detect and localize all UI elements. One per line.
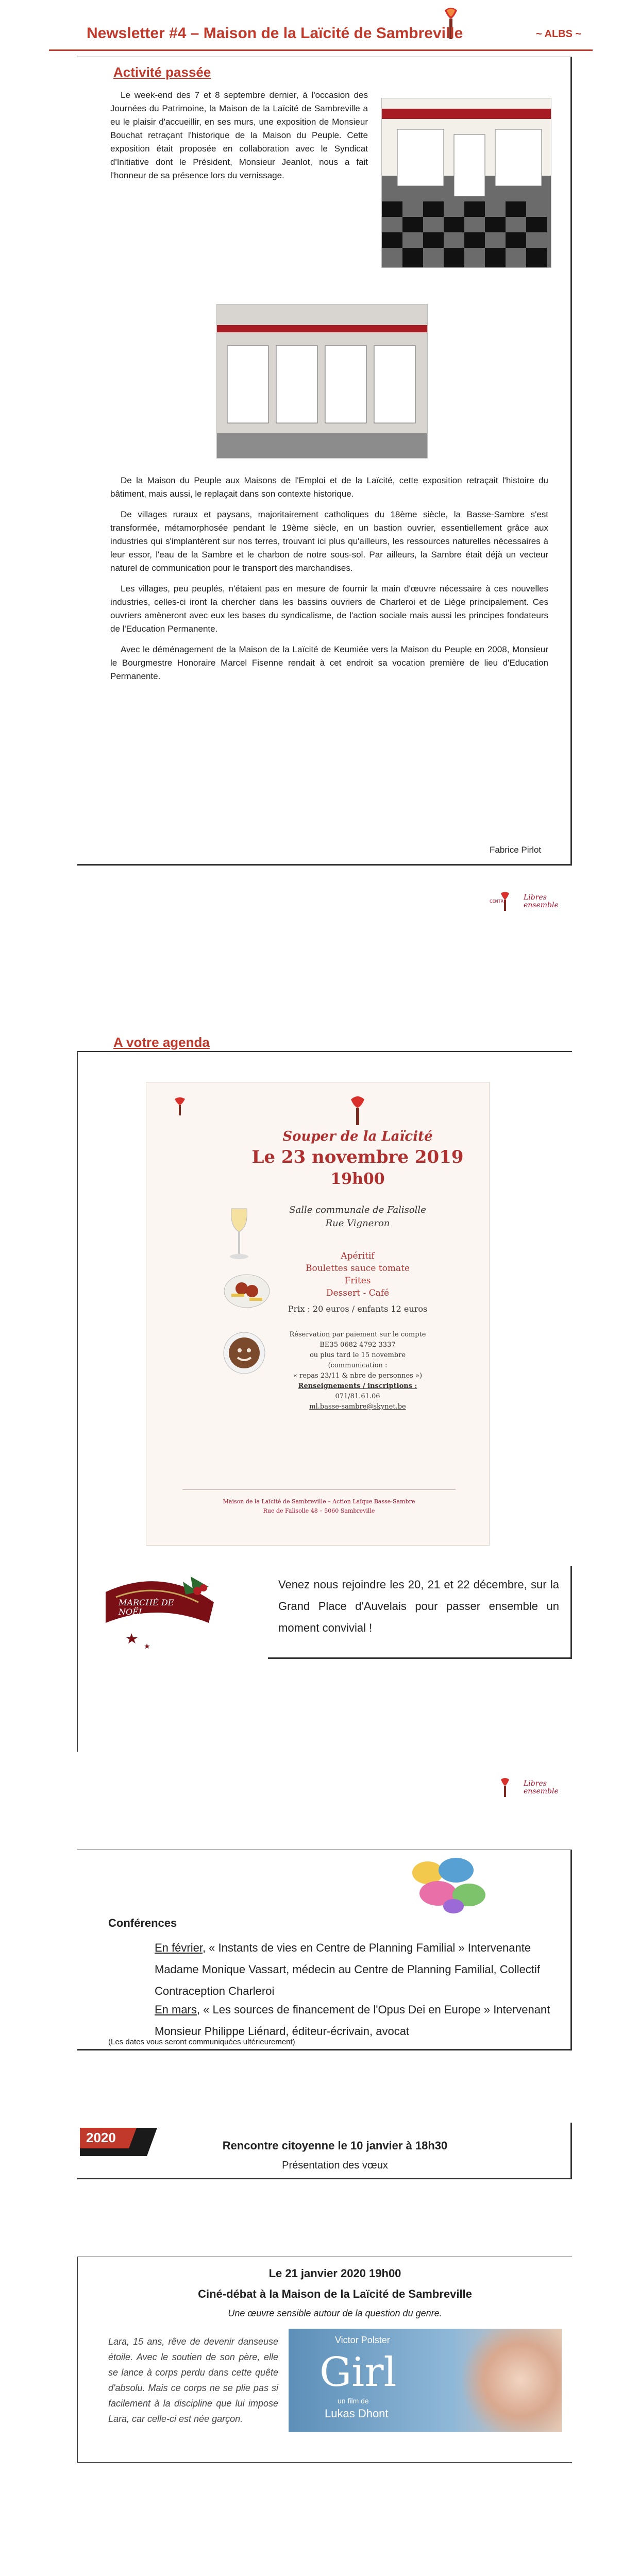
cine-date: Le 21 janvier 2020 19h00 [268, 2267, 401, 2280]
christmas-market-text: Venez nous rejoindre les 20, 21 et 22 décembre, sur la Grand Place d'Auvelais pour passer ensemble un moment convivial ! [278, 1578, 559, 1634]
agenda-frame-line [77, 1051, 572, 1052]
christmas-badge-label: MARCHÉ DE NOËL [119, 1598, 174, 1617]
past-activity-heading: Activité passée [113, 64, 211, 80]
conference-item: En février, « Instants de vies en Centre de Planning Familial » Intervenante Madame Monique Vassart, médecin au Centre de Planning Familial, Collectif Contraception Charleroi [155, 1941, 540, 1997]
header-rule [49, 49, 593, 51]
invite-logo-icon [157, 1097, 203, 1117]
conference-item: En mars, « Les sources de financement de l'Opus Dei en Europe » Intervenant Monsieur Philippe Liénard, éditeur-écrivain, avocat [155, 2003, 550, 2038]
cine-title: Ciné-débat à la Maison de la Laïcité de Sambreville [198, 2287, 472, 2300]
citizen-meeting-title: Rencontre citoyenne le 10 janvier à 18h30 [222, 2139, 448, 2152]
cine-subtitle: Une œuvre sensible autour de la question du genre. [228, 2308, 442, 2318]
libres-ensemble-logo: Libres ensemble [490, 1777, 559, 1798]
year-2020-badge: 2020 [80, 2128, 157, 2156]
libres-ensemble-logo: CENTRE Libres ensemble [490, 891, 559, 912]
svg-text:CENTRE: CENTRE [490, 899, 507, 904]
invite-divider [182, 1489, 456, 1490]
invite-price: Prix : 20 euros / enfants 12 euros [288, 1304, 428, 1314]
conferences-note: (Les dates vous seront communiquées ultérieurement) [108, 2038, 295, 2046]
past-activity-body: De la Maison du Peuple aux Maisons de l'Emploi et de la Laïcité, cette exposition retraçait l'histoire du bâtiment, mais aussi, le replaçait dans son contexte historique. De villages ruraux et paysans, majoritairement catholiques du 18ème siècle, la Basse-Sambre s'est transformée, métamorphosée pendant le 19ème siècle, en un bastion ouvrier, essentiellement grâce aux industries qui s'implantèrent sur nos terres, trouvant ici plus qu'ailleurs, les ressources naturelles nécessaires à leur essor, l'eau de la Sambre et le charbon de notre sous-sol. Par ailleurs, la Sambre était déjà un vecteur naturel de communication pour le transport des marchandises. Les villages, peu peuplés, n'étaient pas en mesure de fournir la main d'œuvre nécessaire à ces nouvelles industries, celles-ci iront la chercher dans les bassins ouvriers de Charleroi et de Liège principalement. Ces ouvriers amèneront avec eux les bases du syndicalisme, de l'action sociale mais aussi les principes fondateurs de l'Education Permanente. Avec le déménagement de la Maison de la Laïcité de Keumiée vers la Maison du Peuple en 2008, Monsieur le Bourgmestre Honoraire Marcel Fisenne rendait à cet endroit sa vocation première de lieu d'Education Permanente. [110, 476, 548, 681]
speech-bubbles-illustration [407, 1855, 490, 1917]
invite-venue: Salle communale de Falisolle Rue Vigneron [289, 1205, 426, 1229]
past-activity-intro: Le week-end des 7 et 8 septembre dernier, à l'occasion des Journées du Patrimoine, la Maison de la Laïcité de Sambreville a eu le plaisir d'accueillir, en ses murs, une exposition de Monsieur Bouchat retraçant l'historique de la Maison du Peuple. Cette exposition était proposée en collaboration avec le Syndicat d'Initiative dont le Président, Monsieur Jeanlot, nous a fait l'honneur de sa présence lors du vernissage. [110, 90, 368, 180]
invite-time: 19h00 [330, 1170, 385, 1188]
conferences-heading: Conférences [108, 1917, 177, 1929]
wine-glass-icon [224, 1206, 255, 1263]
invite-reservation: Réservation par paiement sur le compte BE35 0682 4792 3337 ou plus tard le 15 novembre (communication : « repas 23/11 & nbre de personnes ») Renseignements / inscriptions : 071/81.61.06 ml.basse-sambre@skynet.be [289, 1331, 426, 1411]
header-title: Newsletter #4 – Maison de la Laïcité de Sambreville [87, 25, 463, 42]
christmas-badge [95, 1571, 229, 1654]
agenda-heading: A votre agenda [113, 1035, 210, 1050]
exhibition-photo-room [381, 98, 551, 268]
coffee-cup-icon [221, 1330, 267, 1376]
header-tag: ~ ALBS ~ [536, 28, 582, 40]
torch-icon [346, 1095, 369, 1126]
invite-footer: Maison de la Laïcité de Sambreville – Action Laïque Basse-Sambre Rue de Falisolle 48 – 5060 Sambreville [223, 1498, 415, 1514]
torch-icon [490, 891, 520, 912]
invite-menu: Apéritif Boulettes sauce tomate Frites Dessert - Café [305, 1251, 410, 1298]
cine-synopsis: Lara, 15 ans, rêve de devenir danseuse étoile. Avec le soutien de son père, elle se lance à corps perdu dans cette quête d'absolu. Mais ce corps ne se plie pas si facilement à la discipline que lui impose Lara, car celle-ci est née garçon. [108, 2336, 278, 2424]
meatballs-plate-icon [224, 1273, 270, 1309]
citizen-meeting-subtitle: Présentation des vœux [282, 2160, 388, 2171]
past-activity-signature: Fabrice Pirlot [490, 845, 542, 855]
girl-movie-poster: Victor Polster Girl un film de Lukas Dhont [289, 2329, 562, 2432]
poster-face [459, 2329, 562, 2432]
invite-date: Le 23 novembre 2019 [251, 1147, 464, 1167]
exhibition-photo-panels [216, 304, 428, 459]
torch-icon [490, 1777, 520, 1798]
invite-title: Souper de la Laïcité [282, 1129, 433, 1144]
dinner-invitation [146, 1082, 490, 1546]
